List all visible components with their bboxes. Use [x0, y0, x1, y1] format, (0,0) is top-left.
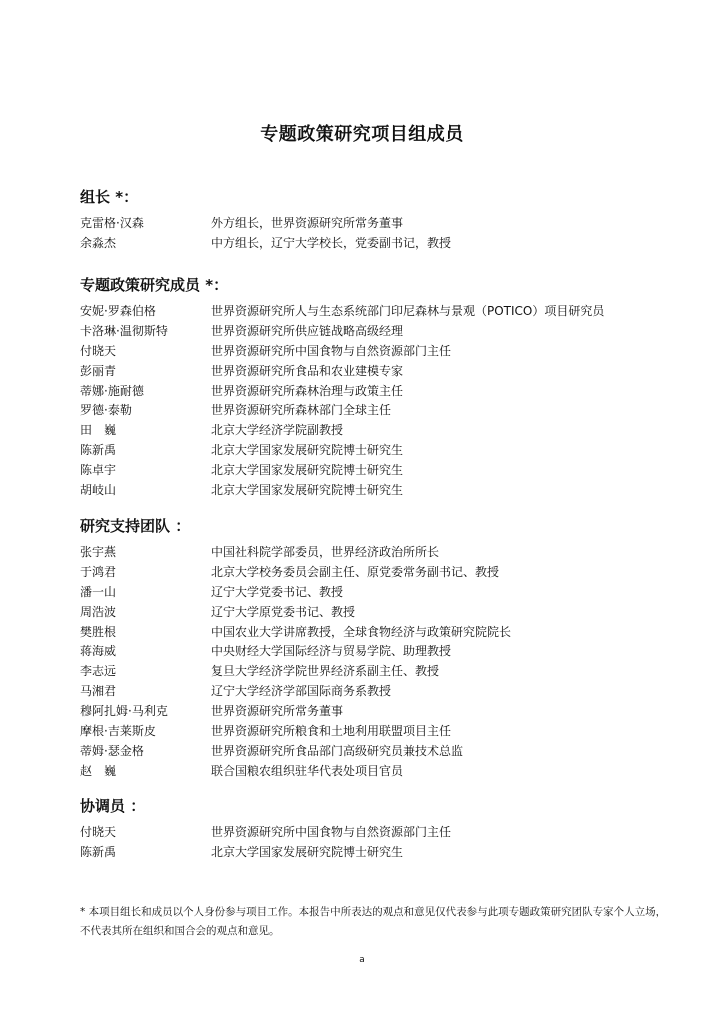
member-row [80, 481, 660, 501]
member-row [80, 563, 660, 583]
member-role: 世界资源研究所粮食和土地利用联盟项目主任 [211, 724, 452, 739]
member-name: 彭丽青 [80, 363, 117, 378]
member-role: 外方组长，世界资源研究所常务董事 [211, 216, 404, 230]
member-name: 安妮·罗森伯格 [80, 304, 156, 318]
member-row [80, 302, 660, 322]
member-role: 世界资源研究所食品和农业建模专家 [211, 363, 404, 378]
section-heading: 专题政策研究成员 *： [80, 276, 229, 294]
section-heading: 协调员 ： [80, 797, 146, 815]
member-role: 辽宁大学原党委书记、教授 [211, 604, 356, 619]
member-row [80, 642, 660, 662]
member-row [80, 823, 660, 843]
member-role: 中国农业大学讲席教授，全球食物经济与政策研究院院长 [211, 624, 512, 639]
section-heading: 组长 *： [80, 188, 139, 206]
member-row [80, 603, 660, 623]
member-role: 世界资源研究所食品部门高级研究员兼技术总监 [211, 743, 464, 758]
member-role: 世界资源研究所森林部门全球主任 [211, 403, 392, 418]
member-role: 世界资源研究所供应链战略高级经理 [211, 323, 404, 338]
member-name: 付晓天 [80, 343, 117, 358]
member-name: 周浩波 [80, 604, 117, 619]
member-row [80, 682, 660, 702]
member-name: 余淼杰 [80, 235, 117, 250]
member-role: 北京大学校务委员会副主任、原党委常务副书记、教授 [211, 564, 500, 579]
member-row [80, 234, 660, 254]
member-name: 蒂娜·施耐德 [80, 383, 144, 398]
section-support-team [80, 515, 660, 782]
member-role: 辽宁大学经济学部国际商务系教授 [211, 684, 392, 699]
member-row [80, 762, 660, 782]
member-role: 联合国粮农组织驻华代表处项目官员 [211, 763, 404, 778]
member-role: 北京大学国家发展研究院博士研究生 [211, 483, 404, 498]
member-name: 于鸿君 [80, 564, 117, 579]
member-role: 北京大学国家发展研究院博士研究生 [211, 443, 404, 458]
member-name: 马湘君 [80, 684, 117, 699]
section-heading: 研究支持团队 ： [80, 517, 191, 535]
member-role: 世界资源研究所中国食物与自然资源部门主任 [211, 825, 452, 839]
member-row [80, 322, 660, 342]
member-name: 赵 巍 [80, 763, 117, 778]
member-row [80, 742, 660, 762]
member-name: 潘一山 [80, 584, 117, 599]
member-name: 陈卓宇 [80, 463, 117, 478]
member-name: 田 巍 [80, 423, 117, 438]
section-coordinators [80, 795, 660, 863]
page-number: a [359, 955, 365, 965]
member-row [80, 461, 660, 481]
member-role: 中央财经大学国际经济与贸易学院、助理教授 [211, 644, 452, 659]
section-team-leaders [80, 186, 660, 254]
member-row [80, 543, 660, 563]
member-name: 罗德·泰勒 [80, 403, 132, 418]
page-title: 专题政策研究项目组成员 [260, 124, 464, 145]
member-row [80, 342, 660, 362]
member-role: 北京大学国家发展研究院博士研究生 [211, 844, 404, 859]
member-row [80, 623, 660, 643]
member-name: 陈新禹 [80, 844, 117, 859]
member-role: 北京大学经济学院副教授 [211, 423, 344, 438]
member-row [80, 421, 660, 441]
member-row [80, 662, 660, 682]
member-row [80, 441, 660, 461]
member-role: 世界资源研究所常务董事 [211, 704, 344, 719]
member-name: 李志远 [80, 664, 117, 679]
member-name: 摩根·吉莱斯皮 [80, 724, 156, 739]
member-row [80, 843, 660, 863]
member-role: 世界资源研究所森林治理与政策主任 [211, 383, 404, 398]
member-name: 胡岐山 [80, 483, 117, 498]
member-row [80, 722, 660, 742]
member-name: 付晓天 [80, 825, 117, 839]
member-row [80, 362, 660, 382]
member-role: 复旦大学经济学院世界经济系副主任、教授 [211, 664, 440, 679]
member-name: 张宇燕 [80, 545, 117, 559]
member-row [80, 702, 660, 722]
member-role: 北京大学国家发展研究院博士研究生 [211, 463, 404, 478]
member-name: 卡洛琳·温彻斯特 [80, 323, 168, 338]
member-name: 蒂姆·瑟金格 [80, 743, 144, 758]
member-name: 穆阿扎姆·马利克 [80, 704, 168, 719]
member-role: 辽宁大学党委书记、教授 [211, 584, 344, 599]
member-role: 中方组长，辽宁大学校长，党委副书记，教授 [211, 235, 452, 250]
member-name: 樊胜根 [80, 624, 117, 639]
member-row [80, 583, 660, 603]
member-name: 蒋海威 [80, 644, 117, 659]
member-role: 中国社科院学部委员，世界经济政治所所长 [211, 545, 440, 559]
section-research-members [80, 274, 660, 501]
member-role: 世界资源研究所人与生态系统部门印尼森林与景观（POTICO）项目研究员 [211, 304, 605, 318]
member-role: 世界资源研究所中国食物与自然资源部门主任 [211, 343, 452, 358]
member-row [80, 401, 660, 421]
member-row [80, 214, 660, 234]
member-row [80, 382, 660, 402]
footnote: * 本项目组长和成员以个人身份参与项目工作。本报告中所表达的观点和意见仅代表参与此项专题政策研究团队专家个人立场，不代表其所在组织和国合会的观点和意见。 [80, 906, 667, 937]
member-name: 陈新禹 [80, 443, 117, 458]
member-name: 克雷格·汉森 [80, 216, 144, 230]
